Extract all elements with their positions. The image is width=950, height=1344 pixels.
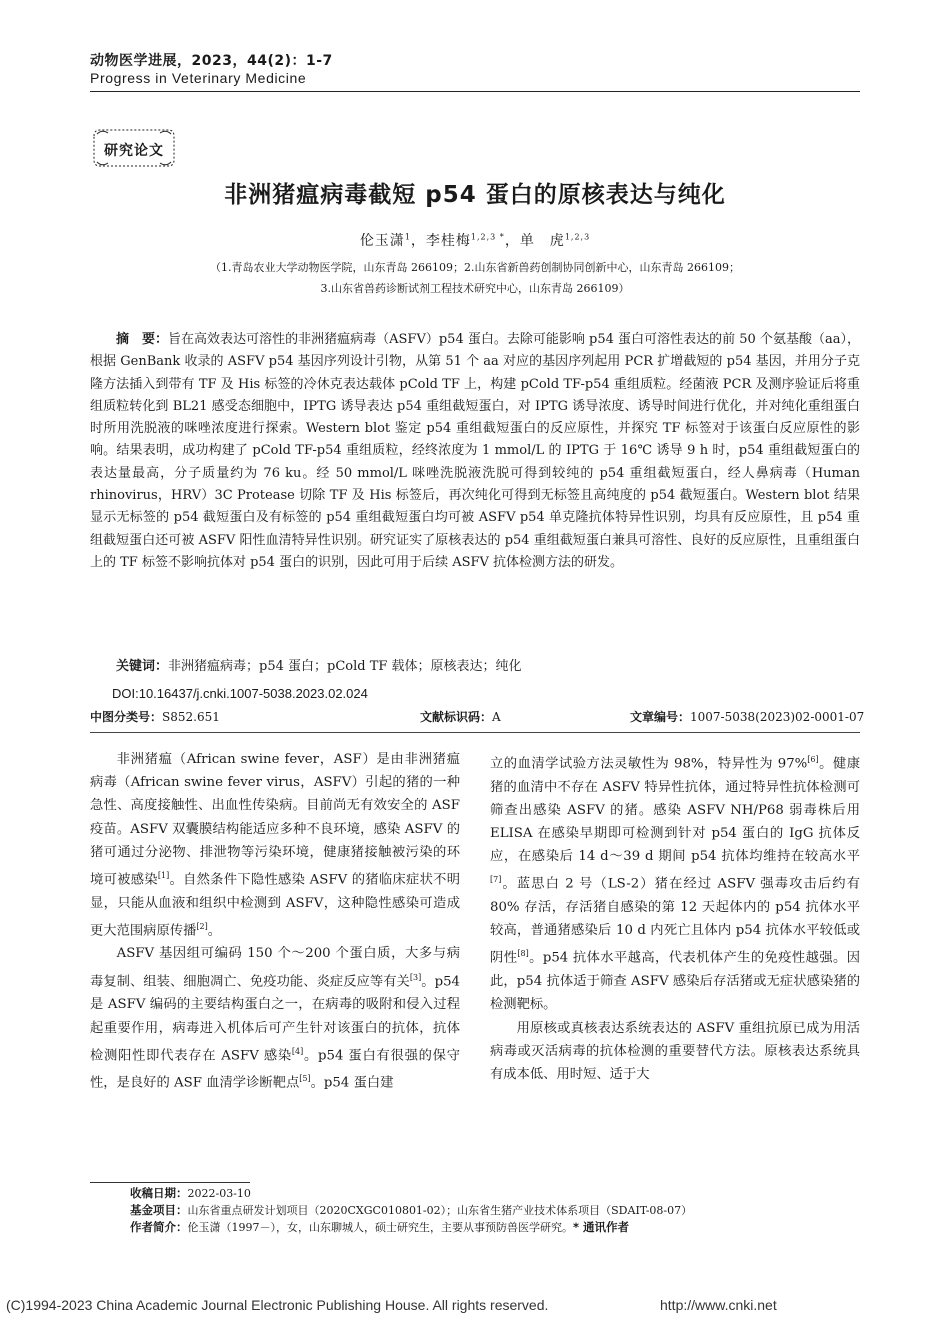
body-paragraph: 用原核或真核表达系统表达的 ASFV 重组抗原已成为用活病毒或灭活病毒的抗体检测的重要替代方法。原核表达系统具有成本低、用时短、适于大 — [490, 1020, 860, 1082]
section-badge: 研究论文 — [104, 143, 164, 159]
cnki-link[interactable]: http://www.cnki.net — [660, 1297, 777, 1313]
classification-number: 中图分类号：S852.651 — [90, 710, 220, 724]
body-paragraph: 立的血清学试验方法灵敏性为 98%，特异性为 97%[6]。健康猪的血清中不存在 ASFV 特异性抗体，通过特异性抗体检测可筛查出感染 ASFV 的猪。感染 ASFV NH/P68 弱毒株后用 ELISA 在感染早期即可检测到针对 p54 蛋白的 IgG 抗体反应，在感染后 14 d～39 d 期间 p54 抗体均维持在较高水平[7]。蓝思白 2 号（LS-2）猪在经过 ASFV 强毒攻击后约有 80% 存活，存活猪自感染的第 12 天起体内的 p54 抗体水平较高，普通猪感染后 10 d 内死亡且体内 p54 抗体水平较低或阴性[8]。p54 抗体水平越高，代表机体产生的免疫性越强。因此，p54 抗体适于筛查 ASFV 感染后存活猪或无症状感染猪的检测靶标。 — [490, 755, 861, 1013]
footnote-rule — [90, 1182, 250, 1183]
citation-ref: [2] — [196, 921, 208, 931]
keywords-label: 关键词： — [116, 659, 169, 674]
citation-ref: [7] — [490, 875, 502, 885]
paper-title: 非洲猪瘟病毒截短 p54 蛋白的原核表达与纯化 — [224, 182, 726, 208]
author-name: 单 虎 — [519, 233, 565, 249]
affiliations — [145, 257, 805, 299]
affiliation-line: 3.山东省兽药诊断试剂工程技术研究中心，山东青岛 266109） — [320, 282, 630, 295]
abstract-text: 旨在高效表达可溶性的非洲猪瘟病毒（ASFV）p54 蛋白。去除可能影响 p54 蛋白可溶性表达的前 50 个氨基酸（aa），根据 GenBank 收录的 ASFV p54 基因序列设计引物，从第 51 个 aa 对应的基因序列起用 PCR 扩增截短的 p54 基因，并用分子克隆方法插入到带有 TF 及 His 标签的冷休克表达载体 pCold TF 上，构建 pCold TF-p54 重组质粒。经菌液 PCR 及测序验证后将重组质粒转化到 BL21 感受态细胞中，IPTG 诱导表达 p54 重组截短蛋白，对 IPTG 诱导浓度、诱导时间进行优化，并对纯化重组蛋白时所用洗脱液的咪唑浓度进行探索。Western blot 鉴定 p54 重组截短蛋白的反应原性，并探究 TF 标签对于该蛋白反应原性的影响。结果表明，成功构建了 pCold TF-p54 重组质粒，经终浓度为 1 mmol/L 的 IPTG 于 16℃ 诱导 9 h 时，p54 重组截短蛋白的表达量最高，分子质量约为 76 ku。经 50 mmol/L 咪唑洗脱液洗脱可得到较纯的 p54 重组截短蛋白，经人鼻病毒（Human rhinovirus，HRV）3C Protease 切除 TF 及 His 标签后，再次纯化可得到无标签且高纯度的 p54 截短蛋白。Western blot 结果显示无标签的 p54 截短蛋白及有标签的 p54 重组截短蛋白均可被 ASFV p54 单克隆抗体特异性识别，均具有反应原性，且 p54 重组截短蛋白还可被 ASFV 阳性血清特异性识别。研究证实了原核表达的 p54 重组截短蛋白兼具可溶性、良好的反应原性，且重组蛋白上的 TF 标签不影响抗体对 p54 蛋白的识别，因此可用于后续 ASFV 抗体检测方法的研发。 — [90, 332, 860, 570]
article-number: 文章编号：1007-5038(2023)02-0001-07 — [630, 710, 865, 724]
footnote-fund: 基金项目：山东省重点研发计划项目（2020CXGC010801-02）；山东省生猪产业技术体系项目（SDAIT-08-07） — [130, 1203, 693, 1217]
body-column-left — [90, 748, 460, 1095]
body-paragraph: 非洲猪瘟（African swine fever，ASF）是由非洲猪瘟病毒（African swine fever virus，ASFV）引起的猪的一种急性、高度接触性、出血性传染病。目前尚无有效安全的 ASF 疫苗。ASFV 双囊膜结构能适应多种不良环境，感染 ASFV 的猪可通过分泌物、排泄物等污染环境，健康猪接触被污染的环境可被感染[1]。自然条件下隐性感染 ASFV 的猪临床症状不明显，只能从血液和组织中检测到 ASFV，这种隐性感染可造成更大范围病原传播[2]。 — [90, 752, 461, 939]
citation-ref: [6] — [807, 755, 819, 764]
copyright-text: (C)1994-2023 China Academic Journal Electronic Publishing House. All rights reserved. — [6, 1297, 549, 1313]
abstract-label: 摘 要： — [116, 332, 169, 347]
author-name: 李桂梅 — [425, 233, 471, 249]
footnote-received: 收稿日期：2022-03-10 — [130, 1186, 251, 1200]
citation-ref: [1] — [157, 871, 170, 881]
citation-ref: [3] — [409, 972, 422, 982]
footnote-author: 作者简介：伦玉潇（1997－），女，山东聊城人，硕士研究生，主要从事预防兽医学研究。* 通讯作者 — [130, 1220, 630, 1234]
author-affil-mark: 1,2,3 * — [470, 232, 505, 242]
citation-ref: [8] — [517, 949, 529, 959]
header-rule — [90, 91, 860, 92]
section-divider — [90, 732, 860, 733]
body-paragraph: ASFV 基因组可编码 150 个～200 个蛋白质，大多与病毒复制、组装、细胞凋亡、免疫功能、炎症反应等有关[3]。p54 是 ASFV 编码的主要结构蛋白之一，在病毒的吸附和侵入过程起重要作用，病毒进入机体后可产生针对该蛋白的抗体，抗体检测阳性即代表存在 ASFV 感染[4]。p54 蛋白有很强的保守性，是良好的 ASF 血清学诊断靶点[5]。p54 蛋白建 — [90, 946, 461, 1091]
keywords-text: 非洲猪瘟病毒；p54 蛋白；pCold TF 载体；原核表达；纯化 — [168, 659, 522, 674]
citation-ref: [4] — [291, 1046, 304, 1056]
body-column-right — [490, 748, 860, 1086]
document-code: 文献标识码：A — [420, 710, 501, 724]
doi: DOI:10.16437/j.cnki.1007-5038.2023.02.024 — [112, 686, 368, 701]
author-affil-mark: 1,2,3 — [564, 232, 591, 242]
footnotes — [130, 1185, 850, 1236]
keywords — [90, 656, 860, 678]
author-list: 伦玉潇$^1$，李桂梅$^{1,2,3 *}$，单 虎$^{1,2,3}$ — [359, 232, 591, 249]
journal-name-en: Progress in Veterinary Medicine — [90, 70, 307, 86]
journal-citation: 动物医学进展，2023，44(2)：1-7 — [90, 53, 333, 69]
abstract — [90, 329, 860, 574]
author-name: 伦玉潇 — [359, 233, 405, 249]
author-affil-mark: 1 — [404, 232, 411, 242]
citation-ref: [5] — [299, 1074, 311, 1084]
affiliation-line: （1.青岛农业大学动物医学院，山东青岛 266109；2.山东省新兽药创制协同创新中心，山东青岛 266109； — [210, 261, 740, 274]
